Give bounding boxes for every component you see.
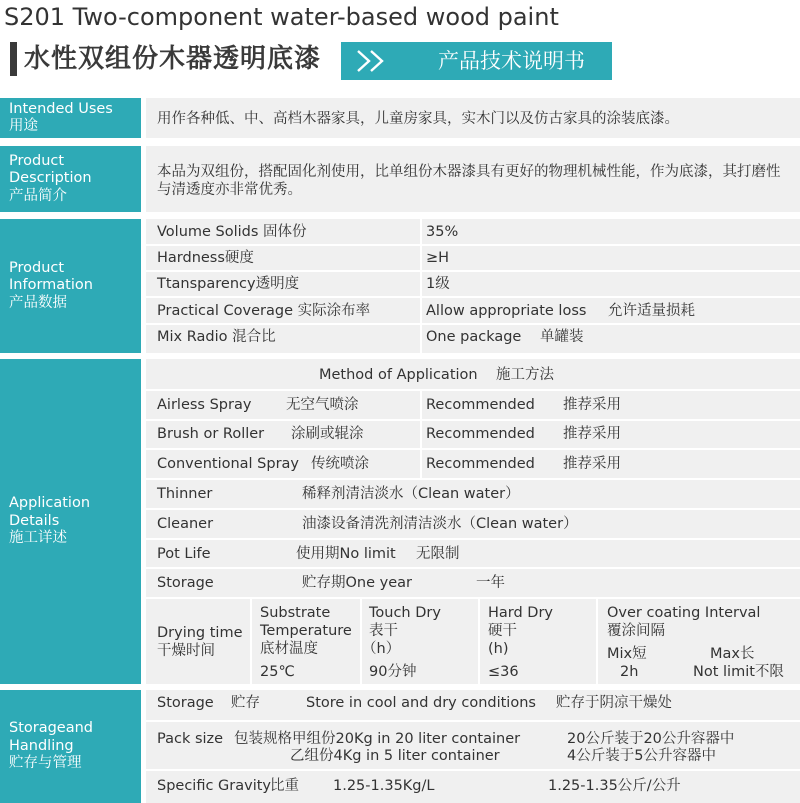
pack-size-value: 包装规格甲组份20Kg in 20 liter container — [234, 731, 521, 747]
info-value: Allow appropriate loss — [426, 303, 587, 319]
overcoat-max-value: Not limit不限 — [693, 664, 784, 680]
pack-size-value-cn: 20公斤装于20公升容器中 — [567, 731, 735, 747]
page-title: S201 Two-component water-based wood paint — [4, 3, 559, 31]
section-label-en: Details — [9, 512, 60, 529]
row-divider — [146, 270, 800, 272]
app-storage-value: 贮存期One year — [302, 575, 412, 591]
method-name: Airless Spray — [157, 397, 252, 413]
touch-dry-header-cn: 表干 — [369, 623, 398, 639]
column-divider — [596, 597, 598, 684]
section-label-uses — [0, 98, 141, 138]
specific-gravity-label: Specific Gravity — [157, 778, 272, 794]
method-name-cn: 无空气喷涂 — [286, 397, 359, 413]
storage-value-cn: 贮存于阴凉干燥处 — [556, 695, 672, 711]
substrate-header: Substrate — [260, 605, 331, 621]
overcoat-max-header: Max长 — [710, 646, 755, 662]
cleaner-value: 油漆设备清洗剂清洁淡水（Clean water） — [302, 516, 578, 532]
section-label-en: Product — [9, 152, 65, 169]
method-rec-cn: 推荐采用 — [563, 426, 621, 442]
overcoat-header-cn: 覆涂间隔 — [607, 623, 665, 639]
description-text-line1: 本品为双组份，搭配固化剂使用，比单组份木器漆具有更好的物理机械性能，作为底漆，其打磨性 — [157, 164, 781, 180]
method-name-cn: 涂刷或辊涂 — [291, 426, 364, 442]
overcoat-min-header: Mix短 — [607, 646, 647, 662]
touch-dry-unit: （h） — [362, 641, 401, 657]
method-rec: Recommended — [426, 397, 535, 413]
info-value-cn: 允许适量损耗 — [608, 303, 695, 319]
info-label: Mix Radio 混合比 — [157, 329, 276, 345]
overcoat-header: Over coating Interval — [607, 605, 761, 621]
specific-gravity-value: 1.25-1.35Kg/L — [333, 778, 435, 794]
touch-dry-value: 90分钟 — [369, 664, 417, 680]
row-divider — [146, 296, 800, 298]
info-label: Practical Coverage 实际涂布率 — [157, 303, 371, 319]
method-name-cn: 传统喷涂 — [311, 456, 369, 472]
section-label-application — [0, 359, 141, 684]
section-label-en: Description — [9, 170, 92, 187]
section-label-en: Product — [9, 259, 65, 276]
section-label-description — [0, 146, 141, 212]
section-label-en: Handling — [9, 737, 74, 754]
uses-text: 用作各种低、中、高档木器家具，儿童房家具，实木门以及仿古家具的涂装底漆。 — [157, 111, 679, 127]
hard-dry-header-cn: 硬干 — [488, 623, 517, 639]
row-divider — [146, 567, 800, 569]
section-label-information — [0, 219, 141, 353]
row-divider — [146, 538, 800, 540]
column-divider — [478, 597, 480, 684]
row-divider — [146, 448, 800, 450]
info-label: Ttansparency透明度 — [157, 276, 300, 292]
method-header-cn: 施工方法 — [496, 367, 554, 383]
substrate-value: 25℃ — [260, 664, 295, 680]
info-value: 1级 — [426, 276, 450, 292]
double-chevron-right-icon — [352, 42, 392, 80]
method-rec-cn: 推荐采用 — [563, 397, 621, 413]
row-divider — [146, 720, 800, 722]
potlife-value: 使用期No limit — [296, 546, 396, 562]
method-rec: Recommended — [426, 426, 535, 442]
method-name: Brush or Roller — [157, 426, 265, 442]
section-label-cn: 产品简介 — [9, 187, 67, 204]
pack-size-label: Pack size — [157, 731, 224, 747]
hard-dry-value: ≤36 — [488, 664, 519, 680]
row-divider — [146, 389, 800, 391]
description-text-line2: 与清透度亦非常优秀。 — [157, 182, 302, 198]
storage-label-cn: 贮存 — [231, 695, 260, 711]
hard-dry-header: Hard Dry — [488, 605, 554, 621]
section-label-cn: 产品数据 — [9, 294, 67, 311]
row-divider — [146, 419, 800, 421]
thinner-value: 稀释剂清洁淡水（Clean water） — [302, 486, 520, 502]
section-label-cn: 贮存与管理 — [9, 755, 82, 772]
potlife-value-cn: 无限制 — [416, 546, 460, 562]
potlife-label: Pot Life — [157, 546, 211, 562]
specific-gravity-label-cn: 比重 — [270, 778, 299, 794]
storage-label: Storage — [157, 695, 214, 711]
row-divider — [146, 478, 800, 480]
section-label-en: Information — [9, 277, 93, 294]
touch-dry-header: Touch Dry — [369, 605, 441, 621]
overcoat-min-value: 2h — [620, 664, 639, 680]
specific-gravity-value-cn: 1.25-1.35公斤/公升 — [548, 778, 681, 794]
drying-label: Drying time — [157, 625, 243, 641]
hard-dry-unit: (h) — [488, 641, 509, 657]
info-value: ≥H — [426, 250, 450, 266]
info-value: One package — [426, 329, 522, 345]
section-label-en: Storageand — [9, 720, 94, 737]
section-label-en: Intended Uses — [9, 100, 113, 117]
section-label-cn: 用途 — [9, 118, 38, 134]
page-subtitle: 水性双组份木器透明底漆 — [24, 44, 322, 74]
row-divider — [146, 597, 800, 599]
row-divider — [146, 244, 800, 246]
cleaner-label: Cleaner — [157, 516, 214, 532]
title-marker — [10, 42, 17, 76]
pack-size-value-cn: 4公斤装于5公升容器中 — [567, 748, 716, 764]
row-divider — [146, 323, 800, 325]
substrate-header-cn: 底材温度 — [260, 641, 318, 657]
substrate-header: Temperature — [260, 623, 352, 639]
pack-size-value: 乙组份4Kg in 5 liter container — [290, 748, 500, 764]
method-rec-cn: 推荐采用 — [563, 456, 621, 472]
row-divider — [146, 508, 800, 510]
info-label: Hardness硬度 — [157, 250, 254, 266]
section-label-storage — [0, 690, 141, 803]
banner-title: 产品技术说明书 — [438, 49, 585, 73]
storage-value: Store in cool and dry conditions — [306, 695, 536, 711]
section-label-en: Application — [9, 495, 91, 512]
method-name: Conventional Spray — [157, 456, 300, 472]
info-label: Volume Solids 固体份 — [157, 224, 307, 240]
column-divider — [250, 597, 252, 684]
row-divider — [146, 769, 800, 771]
method-rec: Recommended — [426, 456, 535, 472]
drying-label-cn: 干燥时间 — [157, 643, 215, 659]
column-divider — [420, 389, 422, 478]
column-divider — [420, 219, 422, 353]
section-label-cn: 施工详述 — [9, 530, 67, 547]
app-storage-value-cn: 一年 — [476, 575, 505, 591]
info-value: 35% — [426, 224, 459, 240]
method-header: Method of Application — [319, 367, 478, 383]
thinner-label: Thinner — [157, 486, 213, 502]
info-value-cn: 单罐装 — [540, 329, 584, 345]
app-storage-label: Storage — [157, 575, 214, 591]
